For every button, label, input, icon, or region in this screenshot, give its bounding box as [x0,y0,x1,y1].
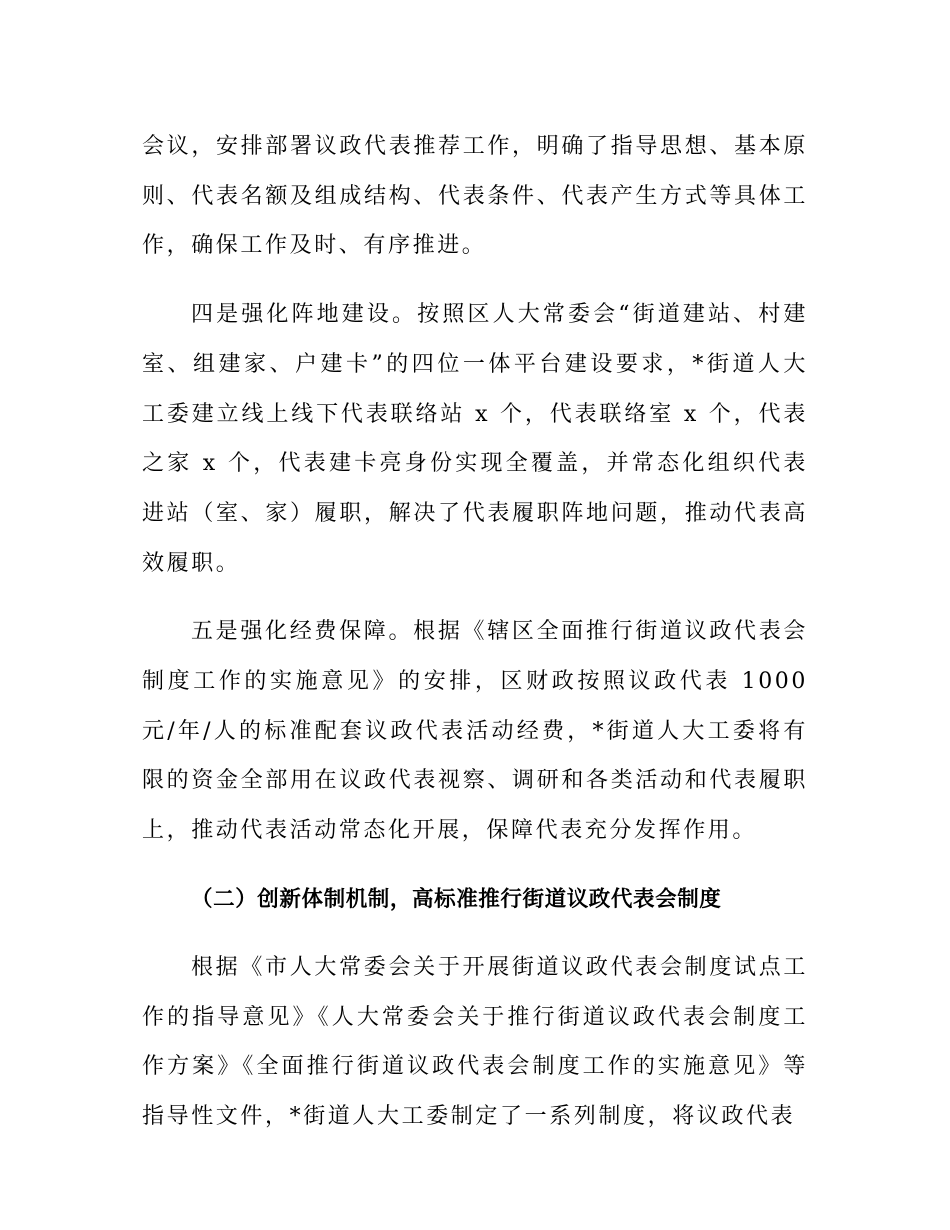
paragraph-gap [142,924,808,943]
paragraph-position-building: 四是强化阵地建设。按照区人大常委会“街道建站、村建室、组建家、户建卡”的四位一体平台建设要求，*街道人大工委建立线上线下代表联络站 x 个，代表联络室 x 个，代表之家 x 个，代表建卡亮身份实现全覆盖，并常态化组织代表进站（室、家）履职，解决了代表履职阵地问题，推动代表高效履职。 [142,302,808,576]
paragraph-gap [142,271,808,290]
document-page [142,122,808,1142]
paragraph-guidance-documents: 根据《市人大常委会关于开展街道议政代表会制度试点工作的指导意见》《人大常委会关于推行街道议政代表会制度工作方案》《全面推行街道议政代表会制度工作的实施意见》等指导性文件，*街道人大工委制定了一系列制度，将议政代表 [142,954,808,1129]
paragraph-gap [142,856,808,875]
paragraph-funding-guarantee: 五是强化经费保障。根据《辖区全面推行街道议政代表会制度工作的实施意见》的安排，区财政按照议政代表 1000 元/年/人的标准配套议政代表活动经费，*街道人大工委将有限的资金全部用在议政代表视察、调研和各类活动和代表履职上，推动代表活动常态化开展，保障代表充分发挥作用。 [142,619,808,844]
paragraph-gap [142,588,808,607]
section-heading-2: （二）创新体制机制，高标准推行街道议政代表会制度 [191,886,722,912]
paragraph-meeting-arrangement: 会议，安排部署议政代表推荐工作，明确了指导思想、基本原则、代表名额及组成结构、代表条件、代表产生方式等具体工作，确保工作及时、有序推进。 [142,134,808,259]
